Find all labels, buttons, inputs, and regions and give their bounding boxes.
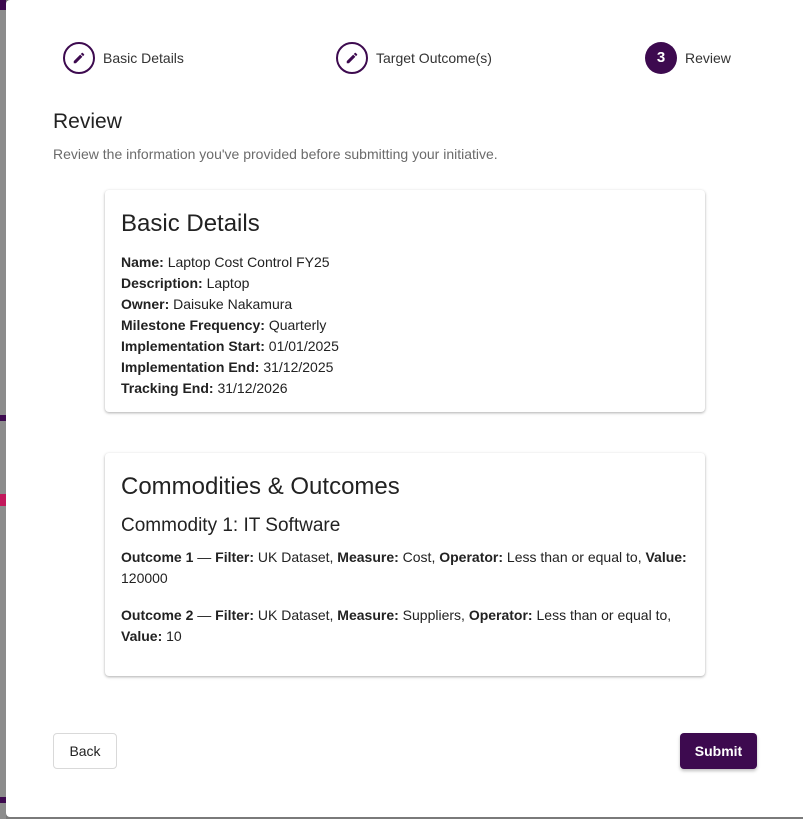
- outcome-item: Outcome 2 — Filter: UK Dataset, Measure: Suppliers, Operator: Less than or equal to, Value: 10: [121, 607, 672, 644]
- step-target-outcomes[interactable]: [336, 41, 492, 74]
- outcome-value: 10: [166, 628, 182, 644]
- operator-label: Operator:: [439, 549, 504, 565]
- pencil-icon: [345, 51, 359, 65]
- detail-label: Tracking End:: [121, 380, 214, 396]
- outcome-title: Outcome 2: [121, 607, 194, 623]
- outcome-value: 120000: [121, 570, 168, 586]
- step-label: Target Outcome(s): [376, 49, 492, 66]
- detail-value: Daisuke Nakamura: [173, 296, 293, 312]
- detail-label: Owner:: [121, 296, 170, 312]
- filter-label: Filter:: [215, 549, 255, 565]
- step-completed-indicator: [336, 42, 368, 74]
- detail-row-name: [121, 252, 689, 273]
- outcome-separator: —: [193, 607, 216, 623]
- detail-value: 31/12/2026: [217, 380, 288, 396]
- card-heading: Commodities & Outcomes: [121, 473, 400, 500]
- step-basic-details[interactable]: [63, 41, 184, 74]
- detail-value: 01/01/2025: [268, 338, 339, 354]
- back-button[interactable]: Back: [53, 733, 117, 769]
- measure-value: Suppliers: [402, 607, 462, 623]
- step-number-badge: 3: [645, 42, 677, 74]
- detail-label: Implementation End:: [121, 359, 260, 375]
- step-completed-indicator: [63, 42, 95, 74]
- filter-value: UK Dataset: [257, 607, 330, 623]
- measure-value: Cost: [402, 549, 432, 565]
- detail-value: Quarterly: [268, 317, 327, 333]
- detail-row-description: [121, 273, 689, 294]
- value-label: Value:: [121, 628, 163, 644]
- review-dialog: [6, 0, 803, 817]
- basic-details-card: [105, 190, 705, 412]
- filter-value: UK Dataset: [257, 549, 330, 565]
- measure-label: Measure:: [337, 607, 399, 623]
- operator-value: Less than or equal to: [536, 607, 668, 623]
- submit-button[interactable]: Submit: [680, 733, 757, 769]
- detail-value: Laptop Cost Control FY25: [167, 254, 330, 270]
- detail-value: Laptop: [206, 275, 250, 291]
- commodities-outcomes-card: [105, 453, 705, 676]
- outcome-item: Outcome 1 — Filter: UK Dataset, Measure: Cost, Operator: Less than or equal to, Value: 120000: [121, 549, 687, 586]
- detail-row-implementation-start: [121, 336, 689, 357]
- outcome-separator: —: [193, 549, 216, 565]
- detail-label: Milestone Frequency:: [121, 317, 265, 333]
- filter-label: Filter:: [215, 607, 255, 623]
- operator-value: Less than or equal to: [506, 549, 638, 565]
- commodity-title: Commodity 1: IT Software: [121, 515, 341, 536]
- page-title: Review: [53, 110, 122, 133]
- card-heading: Basic Details: [121, 210, 260, 237]
- operator-label: Operator:: [468, 607, 533, 623]
- value-label: Value:: [645, 549, 687, 565]
- detail-label: Description:: [121, 275, 203, 291]
- outcome-title: Outcome 1: [121, 549, 194, 565]
- detail-label: Implementation Start:: [121, 338, 265, 354]
- measure-label: Measure:: [337, 549, 399, 565]
- step-label: Basic Details: [103, 49, 184, 66]
- pencil-icon: [72, 51, 86, 65]
- page-subtitle: Review the information you've provided before submitting your initiative.: [53, 146, 498, 162]
- detail-label: Name:: [121, 254, 164, 270]
- detail-row-owner: [121, 294, 689, 315]
- step-review[interactable]: [645, 41, 731, 74]
- detail-row-tracking-end: [121, 378, 689, 399]
- detail-row-implementation-end: [121, 357, 689, 378]
- step-label: Review: [685, 49, 731, 66]
- detail-value: 31/12/2025: [263, 359, 334, 375]
- detail-row-milestone-frequency: [121, 315, 689, 336]
